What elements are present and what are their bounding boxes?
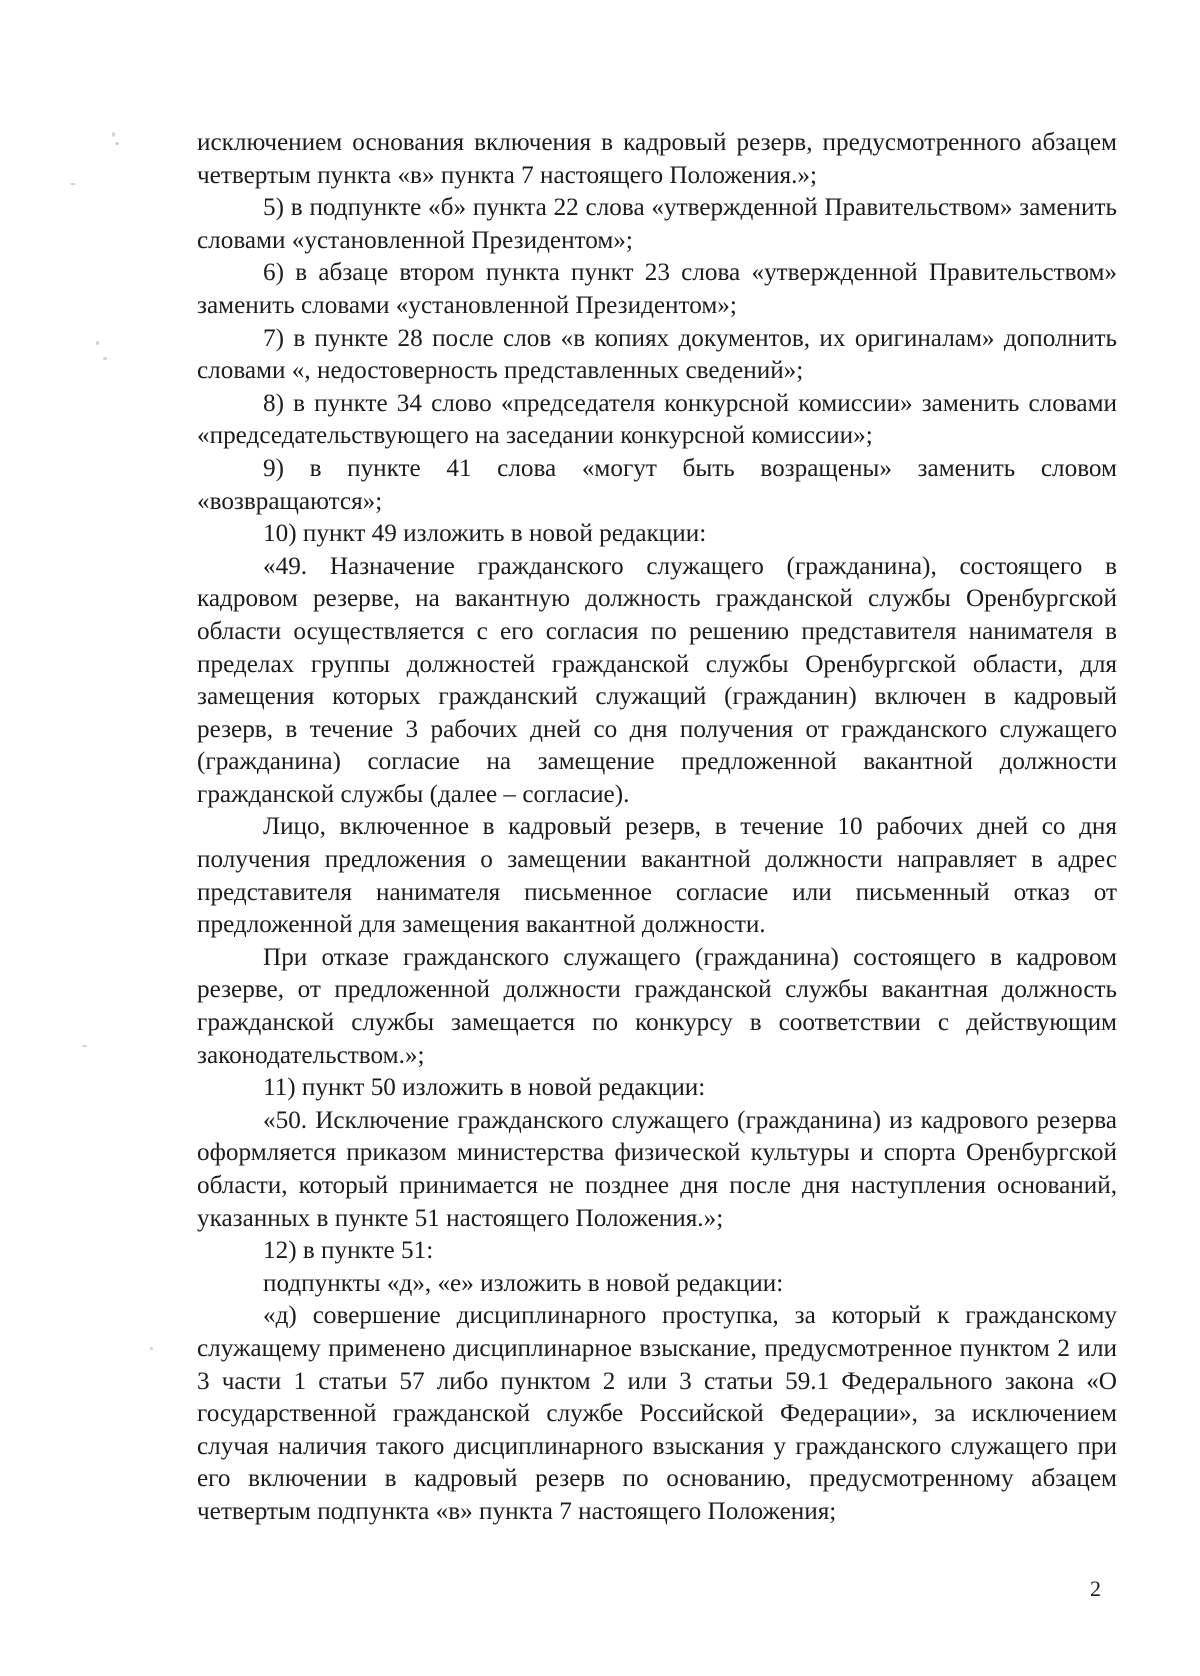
scan-speck xyxy=(96,341,99,345)
page-number: 2 xyxy=(1090,1576,1101,1601)
paragraph-item-9: 9) в пункте 41 слова «могут быть возращены» заменить словом «возвращаются»; xyxy=(197,454,1117,515)
scan-speck xyxy=(112,132,115,137)
paragraph-point-50: «50. Исключение гражданского служащего (гражданина) из кадрового резерва оформляется приказом министерства физической культуры и спорта Оренбургской области, который принимается не позднее дня после дня наступления оснований, указанных в пункте 51 настоящего Положения.»; xyxy=(197,1106,1117,1232)
scan-speck xyxy=(103,357,107,360)
paragraph-point-49: «49. Назначение гражданского служащего (гражданина), состоящего в кадровом резерве, на вакантную должность гражданской службы Оренбургской области осуществляется с его согласия по решению представителя нанимателя в пределах группы должностей гражданской службы Оренбургской области, для замещения которых гражданский служащий (гражданин) включен в кадровый резерв, в течение 3 рабочих дней со дня получения от гражданского служащего (гражданина) согласие на замещение предложенной вакантной должности гражданской службы (далее – согласие). xyxy=(197,552,1117,808)
paragraph-item-7: 7) в пункте 28 после слов «в копиях документов, их оригиналам» дополнить словами «, недостоверность представленных сведений»; xyxy=(197,324,1117,385)
paragraph-item-12: 12) в пункте 51: xyxy=(263,1237,434,1265)
paragraph-point-49-consent: Лицо, включенное в кадровый резерв, в течение 10 рабочих дней со дня получения предложения о замещении вакантной должности направляет в адрес представителя нанимателя письменное согласие или письменный отказ от предложенной для замещения вакантной должности. xyxy=(197,813,1117,939)
scan-speck xyxy=(70,183,76,185)
document-body xyxy=(197,127,1117,1529)
paragraph-item-5: 5) в подпункте «б» пункта 22 слова «утвержденной Правительством» заменить словами «установленной Президентом»; xyxy=(197,194,1117,254)
scan-speck xyxy=(82,1045,87,1047)
paragraph-item-10: 10) пункт 49 изложить в новой редакции: xyxy=(263,520,707,548)
scan-speck xyxy=(115,142,119,145)
scan-speck xyxy=(150,1347,153,1350)
paragraph-item-6: 6) в абзаце втором пункта пункт 23 слова «утвержденной Правительством» заменить словами «установленной Президентом»; xyxy=(197,259,1117,319)
paragraph-item-8: 8) в пункте 34 слово «председателя конкурсной комиссии» заменить словами «председательствующего на заседании конкурсной комиссии»; xyxy=(197,389,1117,450)
paragraph-continuation: исключением основания включения в кадровый резерв, предусмотренного абзацем четвертым пункта «в» пункта 7 настоящего Положения.»; xyxy=(197,129,1117,189)
paragraph-point-49-refusal: При отказе гражданского служащего (гражданина) состоящего в кадровом резерве, от предложенной должности гражданской службы вакантная должность гражданской службы замещается по конкурсу в соответствии с действующим законодательством.»; xyxy=(197,943,1117,1069)
paragraph-subpoints-intro: подпункты «д», «е» изложить в новой редакции: xyxy=(263,1269,784,1297)
paragraph-item-11: 11) пункт 50 изложить в новой редакции: xyxy=(263,1074,706,1102)
paragraph-subpoint-d: «д) совершение дисциплинарного проступка, за который к гражданскому служащему применено дисциплинарное взыскание, предусмотренное пунктом 2 или 3 части 1 статьи 57 либо пунктом 2 или 3 статьи 59.1 Федерального закона «О государственной гражданской службе Российской Федерации», за исключением случая наличия такого дисциплинарного взыскания у гражданского служащего при его включении в кадровый резерв по основанию, предусмотренному абзацем четвертым подпункта «в» пункта 7 настоящего Положения; xyxy=(197,1302,1117,1525)
